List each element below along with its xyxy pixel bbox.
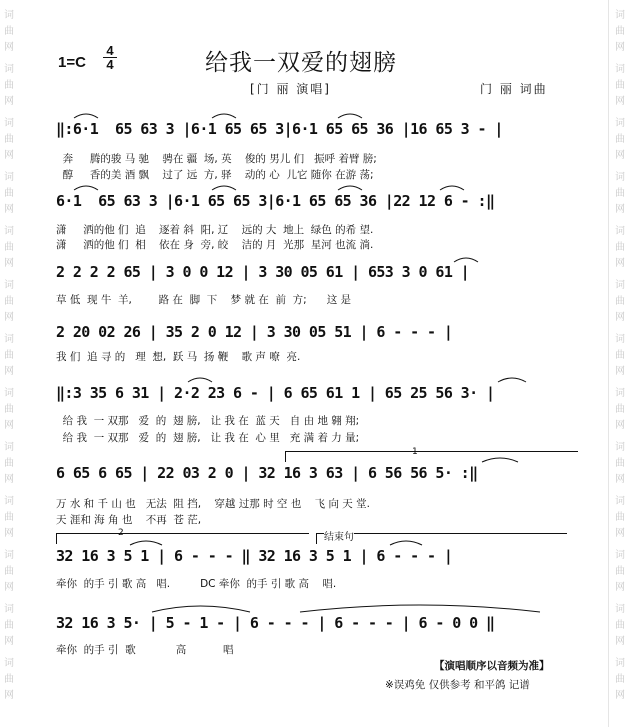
watermark-glyph: 曲 [4,458,14,469]
watermark-glyph: 曲 [4,296,14,307]
watermark-glyph: 曲 [4,26,14,37]
lyrics-line-6b: 天 涯和 海 角 也 不再 苍 茫, [56,514,202,526]
watermark-glyph: 词 [615,604,625,615]
notation-line-7: 32 16 3 5 1 | 6 - - - ‖ 32 16 3 5 1 | 6 - - - | [56,547,453,565]
notation-line-1: ‖:6·1 65 63 3 |6·1 65 65 3|6·1 65 65 36 |16 65 3 - | [56,120,503,138]
lyrics-line-5a: 给 我 一 双那 爱 的 翅 膀, 让 我 在 蓝 天 自 由 地 翱 翔; [56,415,360,427]
watermark-glyph: 词 [4,496,14,507]
ending-label: 结束句 [324,528,354,543]
watermark-glyph: 词 [4,118,14,129]
singer-label: [门 丽 演唱] [250,82,331,96]
watermark-glyph: 网 [4,582,14,593]
watermark-glyph: 词 [615,64,625,75]
watermark-glyph: 词 [4,658,14,669]
watermark-glyph: 网 [615,204,625,215]
lyrics-line-1a: 奔 腾的骏 马 驰 骋在 疆 场, 英 俊的 男儿 们 振呼 着臂 膀; [56,153,377,165]
notation-line-6: 6 65 6 65 | 22 03 2 0 | 32 16 3 63 | 6 56 56 5· :‖ [56,464,478,482]
watermark-glyph: 曲 [4,134,14,145]
watermark-glyph: 曲 [4,404,14,415]
watermark-glyph: 曲 [615,80,625,91]
watermark-glyph: 词 [4,334,14,345]
watermark-glyph: 网 [615,582,625,593]
watermark-glyph: 曲 [615,26,625,37]
watermark-glyph: 网 [615,42,625,53]
slur [74,186,98,190]
notation-line-8: 32 16 3 5· | 5 - 1 - | 6 - - - | 6 - - - | 6 - 0 0 ‖ [56,614,495,632]
watermark-glyph: 词 [615,334,625,345]
watermark-glyph: 网 [4,636,14,647]
watermark-glyph: 网 [4,42,14,53]
watermark-glyph: 网 [4,528,14,539]
lyrics-line-2b: 潇 洒的他 们 相 依在 身 旁, 皎 洁的 月 光那 星河 也流 淌. [56,239,374,251]
watermark-glyph: 曲 [4,674,14,685]
watermark-glyph: 网 [615,420,625,431]
key-signature: 1=C [58,54,86,71]
slur [212,114,236,118]
watermark-glyph: 网 [4,204,14,215]
slur [390,541,422,545]
watermark-glyph: 词 [615,226,625,237]
slur [338,186,362,190]
watermark-glyph: 曲 [4,350,14,361]
meter-bottom: 4 [103,57,117,71]
song-title: 给我一双爱的翅膀 [205,50,397,76]
watermark-glyph: 曲 [615,188,625,199]
watermark-glyph: 词 [615,442,625,453]
watermark-glyph: 词 [4,280,14,291]
watermark-glyph: 曲 [615,404,625,415]
watermark-glyph: 网 [4,690,14,701]
watermark-glyph: 网 [4,366,14,377]
watermark-glyph: 曲 [4,242,14,253]
watermark-glyph: 词 [615,10,625,21]
notation-line-5: ‖:3 35 6 31 | 2·2 23 6 - | 6 65 61 1 | 65 25 56 3· | [56,384,495,402]
watermark-glyph: 词 [4,10,14,21]
slur [188,378,212,382]
watermark-glyph: 网 [4,150,14,161]
watermark-glyph: 词 [4,388,14,399]
slur [152,606,250,612]
watermark-glyph: 曲 [615,512,625,523]
watermark-glyph: 网 [615,636,625,647]
watermark-glyph: 曲 [615,350,625,361]
watermark-glyph: 网 [4,96,14,107]
watermark-glyph: 网 [4,258,14,269]
watermark-glyph: 曲 [615,674,625,685]
lyrics-line-6a: 万 水 和 千 山 也 无法 阻 挡, 穿越 过那 时 空 也 飞 向 天 堂. [56,498,370,510]
watermark-glyph: 词 [615,658,625,669]
watermark-glyph: 曲 [615,296,625,307]
watermark-glyph: 词 [615,496,625,507]
watermark-glyph: 曲 [4,566,14,577]
watermark-glyph: 曲 [615,566,625,577]
watermark-glyph: 词 [4,64,14,75]
slur [454,258,478,262]
watermark-glyph: 网 [615,258,625,269]
lyrics-line-4: 我 们 追 寻 的 理 想, 跃 马 扬 鞭 歌 声 嘹 亮. [56,351,301,363]
slur [338,114,362,118]
lyrics-line-2a: 潇 洒的他 们 追 逐着 斜 阳, 辽 远的 大 地上 绿色 的希 望. [56,224,374,236]
meter-top: 4 [106,43,114,58]
watermark-glyph: 词 [4,604,14,615]
watermark-glyph: 词 [4,442,14,453]
watermark-glyph: 曲 [4,512,14,523]
slur [482,458,518,462]
watermark-glyph: 曲 [4,80,14,91]
transcriber-credit: ※误鸡免 仅供参考 和平鸽 记谱 [385,679,530,691]
watermark-glyph: 网 [615,474,625,485]
watermark-glyph: 网 [615,312,625,323]
slur [74,114,98,118]
lyrics-line-8: 牵你 的手 引 歌 高 唱 [56,644,234,656]
watermark-glyph: 网 [615,366,625,377]
watermark-glyph: 词 [615,118,625,129]
watermark-glyph: 曲 [615,134,625,145]
watermark-glyph: 网 [4,420,14,431]
performance-note: 【演唱顺序以音频为准】 [434,660,550,672]
slur [440,186,464,190]
watermark-glyph: 词 [615,172,625,183]
volta-2-number: 2 [118,528,124,538]
notation-line-2: 6·1 65 63 3 |6·1 65 65 3|6·1 65 65 36 |22 12 6 - :‖ [56,192,495,210]
watermark-glyph: 词 [4,550,14,561]
watermark-glyph: 网 [615,96,625,107]
slur [300,605,540,612]
slur [212,186,236,190]
volta-1-number: 1 [412,447,418,457]
watermark-glyph: 曲 [4,188,14,199]
watermark-glyph: 网 [4,312,14,323]
watermark-glyph: 网 [615,528,625,539]
slur [130,541,162,545]
watermark-glyph: 词 [4,226,14,237]
notation-line-4: 2 20 02 26 | 35 2 0 12 | 3 30 05 51 | 6 - - - | [56,323,453,341]
watermark-glyph: 曲 [615,620,625,631]
notation-line-3: 2 2 2 2 65 | 3 0 0 12 | 3 30 05 61 | 653 3 0 61 | [56,263,470,281]
songwriter-credit: 门 丽 词曲 [480,82,548,96]
watermark-glyph: 词 [615,280,625,291]
watermark-glyph: 词 [615,388,625,399]
lyrics-line-5b: 给 我 一 双那 爱 的 翅 膀, 让 我 在 心 里 充 满 着 力 量; [56,432,360,444]
watermark-glyph: 网 [4,474,14,485]
lyrics-line-1b: 醇 香的美 酒 飘 过了 远 方, 驿 动的 心 儿它 随你 在游 荡; [56,169,374,181]
slur [498,378,526,382]
lyrics-line-3: 草 低 现 牛 羊, 路 在 脚 下 梦 就 在 前 方; 这 是 [56,294,352,306]
watermark-glyph: 词 [4,172,14,183]
watermark-glyph: 曲 [4,620,14,631]
watermark-glyph: 网 [615,690,625,701]
watermark-glyph: 曲 [615,458,625,469]
watermark-glyph: 网 [615,150,625,161]
lyrics-line-7: 牵你 的手 引 歌 高 唱. DC 牵你 的手 引 歌 高 唱. [56,578,337,590]
watermark-glyph: 词 [615,550,625,561]
watermark-glyph: 曲 [615,242,625,253]
